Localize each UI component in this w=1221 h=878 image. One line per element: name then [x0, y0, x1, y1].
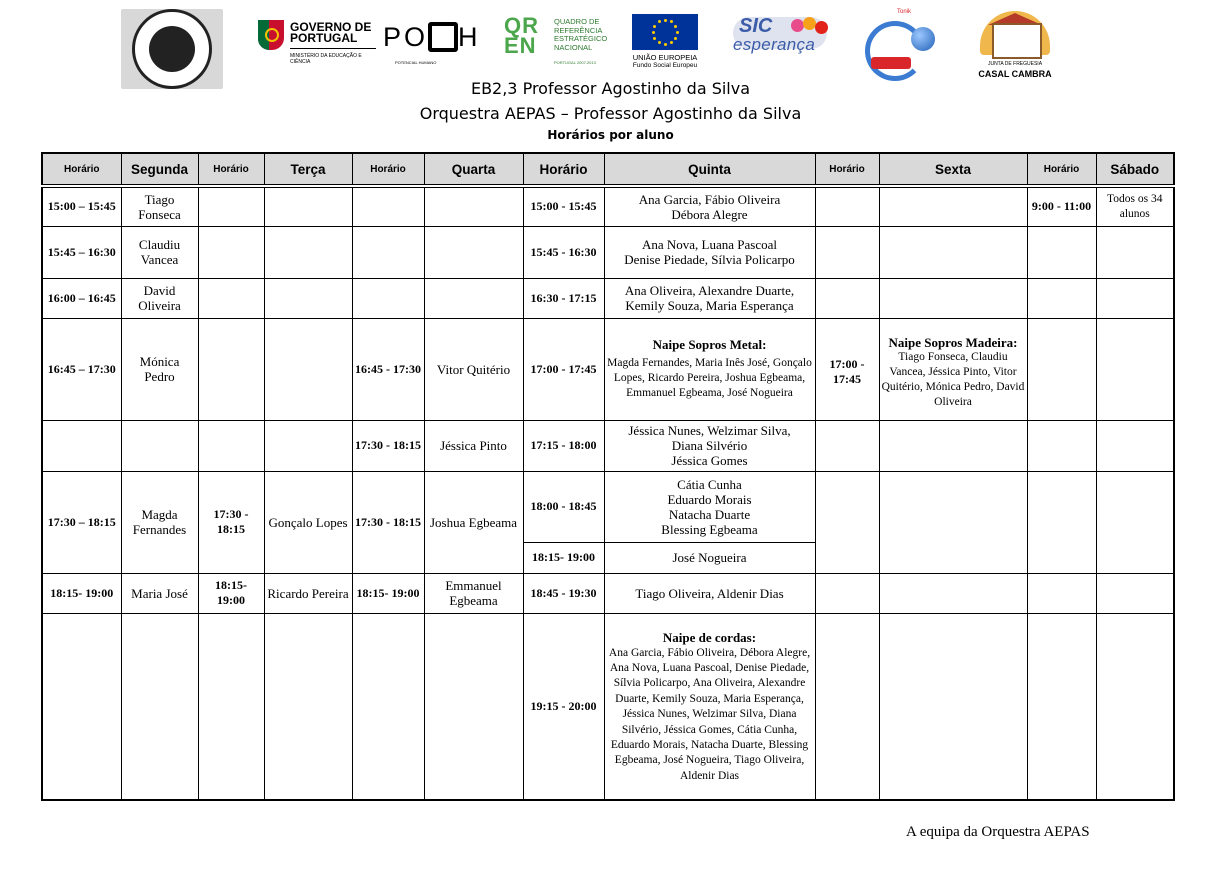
col-quinta: Quinta	[604, 153, 815, 186]
quarta-time: 17:30 - 18:15	[352, 471, 424, 573]
qren-tiny: PORTUGAL 2007.2013	[554, 60, 596, 65]
sabado-time: 9:00 - 11:00	[1027, 186, 1096, 226]
col-segunda: Segunda	[121, 153, 198, 186]
quinta-line: Denise Piedade, Sílvia Policarpo	[624, 252, 795, 267]
quinta-students	[604, 226, 815, 278]
quinta-time: 19:15 - 20:00	[523, 613, 604, 800]
quinta-line: Kemily Souza, Maria Esperança	[625, 298, 794, 313]
quinta-line: Eduardo Morais	[667, 491, 752, 507]
table-row	[42, 613, 1174, 800]
quinta-time: 16:30 - 17:15	[523, 278, 604, 318]
qren-text: QUADRO DE REFERÊNCIA ESTRATÉGICO NACIONAL	[554, 17, 608, 52]
naipe-sopros-madeira	[879, 318, 1027, 420]
quinta-time: 15:45 - 16:30	[523, 226, 604, 278]
table-row	[42, 278, 1174, 318]
eu-line1: UNIÃO EUROPEIA	[632, 53, 698, 62]
eu-line2: Fundo Social Europeu	[632, 62, 698, 69]
quinta-time: 18:00 - 18:45	[523, 471, 604, 542]
signature: A equipa da Orquestra AEPAS	[906, 824, 1090, 840]
table-row	[42, 573, 1174, 613]
school-title: EB2,3 Professor Agostinho da Silva	[470, 79, 751, 98]
poph-logo	[383, 22, 488, 70]
quinta-time: 17:15 - 18:00	[523, 420, 604, 471]
table-row	[42, 471, 1174, 542]
quinta-students	[604, 420, 815, 471]
esperanca-wordmark: esperança	[733, 35, 816, 54]
col-horario-sabado: Horário	[1027, 153, 1096, 186]
col-horario-terca: Horário	[198, 153, 264, 186]
quinta-students: Tiago Oliveira, Aldenir Dias	[604, 573, 815, 613]
col-horario-sexta: Horário	[815, 153, 879, 186]
terca-time: 18:15- 19:00	[198, 573, 264, 613]
gov-logo-line2: PORTUGAL	[290, 31, 358, 45]
naipe-de-cordas	[604, 613, 815, 800]
quinta-time: 18:15- 19:00	[523, 542, 604, 573]
schedule-subtitle: Horários por aluno	[547, 128, 674, 142]
casal-small: JUNTA DE FREGUESIA	[987, 61, 1043, 67]
quinta-line: Jéssica Nunes, Welzimar Silva,	[628, 423, 791, 438]
poph-sub: POTENCIAL HUMANO	[395, 60, 437, 65]
naipe-members: Magda Fernandes, Maria Inês José, Gonçalo Lopes, Ricardo Pereira, Joshua Egbeama, Emmanuel Egbeama, José Nogueira	[607, 357, 812, 399]
quinta-line: Cátia Cunha	[677, 476, 742, 492]
naipe-members: Ana Garcia, Fábio Oliveira, Débora Alegre, Ana Nova, Luana Pascoal, Denise Piedade, Sílvia Policarpo, Ana Oliveira, Alexandre Duarte, Kemily Souza, Maria Esperança, Jéssica Nunes, Welzimar Silva, Diana Silvério, Jéssica Gomes, Cátia Cunha, Eduardo Morais, Natacha Duarte, Blessing Egbeama, José Nogueira, Tiago Oliveira, Aldenir Dias	[608, 646, 811, 782]
quarta-student: Emmanuel Egbeama	[424, 573, 523, 613]
church-icon	[992, 23, 1042, 59]
table-row	[42, 226, 1174, 278]
gov-logo-sub: MINISTÉRIO DA EDUCAÇÃO E CIÊNCIA	[290, 53, 362, 65]
segunda-time: 15:00 – 15:45	[42, 186, 121, 226]
qren-logo	[504, 13, 620, 74]
sexta-time: 17:00 - 17:45	[815, 318, 879, 420]
quinta-line: Jéssica Gomes	[671, 453, 748, 468]
naipe-members: Tiago Fonseca, Claudiu Vancea, Jéssica Pinto, Vitor Quitério, Mónica Pedro, David Oliveira	[881, 350, 1025, 408]
sabado-students: Todos os 34 alunos	[1096, 186, 1174, 226]
segunda-time: 17:30 – 18:15	[42, 471, 121, 573]
quinta-students	[604, 278, 815, 318]
cine-logo	[863, 9, 947, 83]
junta-casal-cambra-logo	[974, 9, 1056, 85]
sic-esperanca-logo	[729, 17, 829, 57]
school-seal-icon	[132, 9, 212, 89]
poph-wordmark: PO H	[383, 22, 481, 52]
col-terca: Terça	[264, 153, 352, 186]
header-row	[42, 153, 1174, 186]
orchestra-title: Orquestra AEPAS – Professor Agostinho da Silva	[419, 104, 802, 123]
quinta-line: Débora Alegre	[671, 206, 748, 222]
table-row	[42, 318, 1174, 420]
terca-student: Ricardo Pereira	[264, 573, 352, 613]
quinta-line: Ana Nova, Luana Pascoal	[641, 237, 777, 252]
quinta-line: Ana Garcia, Fábio Oliveira	[638, 191, 781, 207]
quinta-students	[604, 186, 815, 226]
schedule-table	[41, 152, 1175, 801]
governo-portugal-logo	[258, 18, 376, 74]
quinta-students: José Nogueira	[604, 542, 815, 573]
quarta-time: 16:45 - 17:30	[352, 318, 424, 420]
col-sabado: Sábado	[1096, 153, 1174, 186]
eu-flag-icon	[632, 14, 698, 50]
quinta-line: Natacha Duarte	[668, 506, 751, 522]
terca-time: 17:30 - 18:15	[198, 471, 264, 573]
quinta-line: Ana Oliveira, Alexandre Duarte,	[624, 283, 795, 298]
col-sexta: Sexta	[879, 153, 1027, 186]
segunda-student: Mónica Pedro	[121, 318, 198, 420]
col-horario-quarta: Horário	[352, 153, 424, 186]
col-quarta: Quarta	[424, 153, 523, 186]
uniao-europeia-logo	[627, 14, 703, 74]
naipe-heading: Naipe de cordas:	[662, 630, 757, 646]
globe-icon	[911, 27, 935, 51]
terca-student: Gonçalo Lopes	[264, 471, 352, 573]
quinta-time: 18:45 - 19:30	[523, 573, 604, 613]
col-horario-quinta: Horário	[523, 153, 604, 186]
table-row	[42, 186, 1174, 226]
segunda-time: 16:45 – 17:30	[42, 318, 121, 420]
naipe-heading: Naipe Sopros Metal:	[652, 337, 767, 352]
quarta-student: Vitor Quitério	[424, 318, 523, 420]
casal-big: CASAL CAMBRA	[978, 69, 1052, 79]
table-row	[42, 420, 1174, 471]
quarta-time: 17:30 - 18:15	[352, 420, 424, 471]
quinta-students	[604, 471, 815, 542]
col-horario-segunda: Horário	[42, 153, 121, 186]
gov-logo-line1: GOVERNO DE	[290, 20, 372, 34]
qren-letters: QR EN	[504, 13, 539, 58]
school-logo	[121, 9, 223, 89]
segunda-time: 15:45 – 16:30	[42, 226, 121, 278]
quinta-time: 17:00 - 17:45	[523, 318, 604, 420]
segunda-student: Magda Fernandes	[121, 471, 198, 573]
naipe-sopros-metal	[604, 318, 815, 420]
quinta-line: Blessing Egbeama	[661, 521, 758, 537]
quarta-time: 18:15- 19:00	[352, 573, 424, 613]
segunda-time: 16:00 – 16:45	[42, 278, 121, 318]
segunda-student: Claudiu Vancea	[121, 226, 198, 278]
segunda-student: David Oliveira	[121, 278, 198, 318]
portugal-shield-icon	[258, 20, 284, 50]
naipe-heading: Naipe Sopros Madeira:	[888, 334, 1018, 350]
segunda-time: 18:15- 19:00	[42, 573, 121, 613]
segunda-student: Tiago Fonseca	[121, 186, 198, 226]
sic-wordmark: SIC	[739, 15, 773, 37]
quarta-student: Jéssica Pinto	[424, 420, 523, 471]
quarta-student: Joshua Egbeama	[424, 471, 523, 573]
quinta-time: 15:00 - 15:45	[523, 186, 604, 226]
quinta-line: Diana Silvério	[671, 438, 748, 453]
segunda-student: Maria José	[121, 573, 198, 613]
cine-top-text: Tonik	[897, 9, 912, 15]
